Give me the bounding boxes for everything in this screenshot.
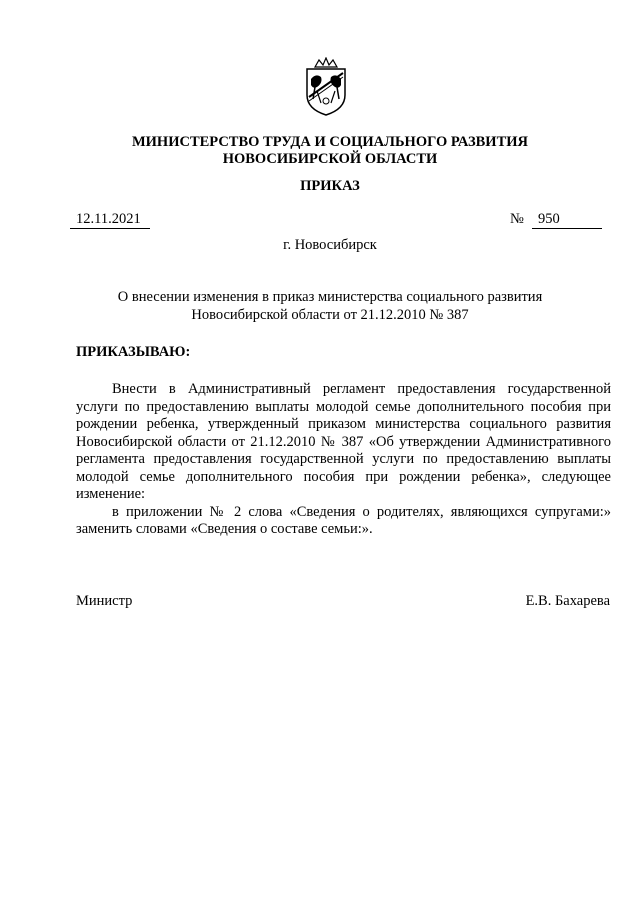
- ministry-name-line1: МИНИСТЕРСТВО ТРУДА И СОЦИАЛЬНОГО РАЗВИТИЯ: [131, 134, 529, 150]
- signatory-name: Е.В. Бахарева: [525, 593, 610, 609]
- order-subject-line2: Новосибирской области от 21.12.2010 № 387: [191, 307, 469, 323]
- body-paragraph-1: Внести в Административный регламент предоставления государственной услуги по предоставлению выплаты молодой семье дополнительного пособия при рождении ребенка, утвержденный приказом министерства социального развития Новосибирской области от 21.12.2010 № 387 «Об утверждении Административного регламента предоставления государственной услуги по предоставлению выплаты молодой семье дополнительного пособия при рождении ребенка», следующее изменение:: [76, 381, 611, 502]
- ministry-name: [60, 134, 600, 168]
- order-subject-line1: О внесении изменения в приказ министерства социального развития: [117, 289, 543, 305]
- order-date: 12.11.2021: [70, 210, 150, 229]
- signatory-role: Министр: [76, 593, 133, 609]
- document-type-title: ПРИКАЗ: [300, 178, 360, 194]
- order-number: 950: [532, 210, 602, 229]
- ministry-name-line2: НОВОСИБИРСКОЙ ОБЛАСТИ: [222, 151, 438, 167]
- body-paragraph-2: в приложении № 2 слова «Сведения о родителях, являющихся супругами:» заменить словами «Сведения о составе семьи:».: [76, 503, 611, 537]
- order-number-sign: №: [510, 211, 524, 227]
- order-subject: [60, 288, 600, 324]
- order-body: [76, 381, 611, 539]
- city-name: г. Новосибирск: [283, 237, 377, 253]
- novosibirsk-coat-of-arms-icon: [301, 57, 351, 117]
- decree-heading: ПРИКАЗЫВАЮ:: [76, 344, 191, 360]
